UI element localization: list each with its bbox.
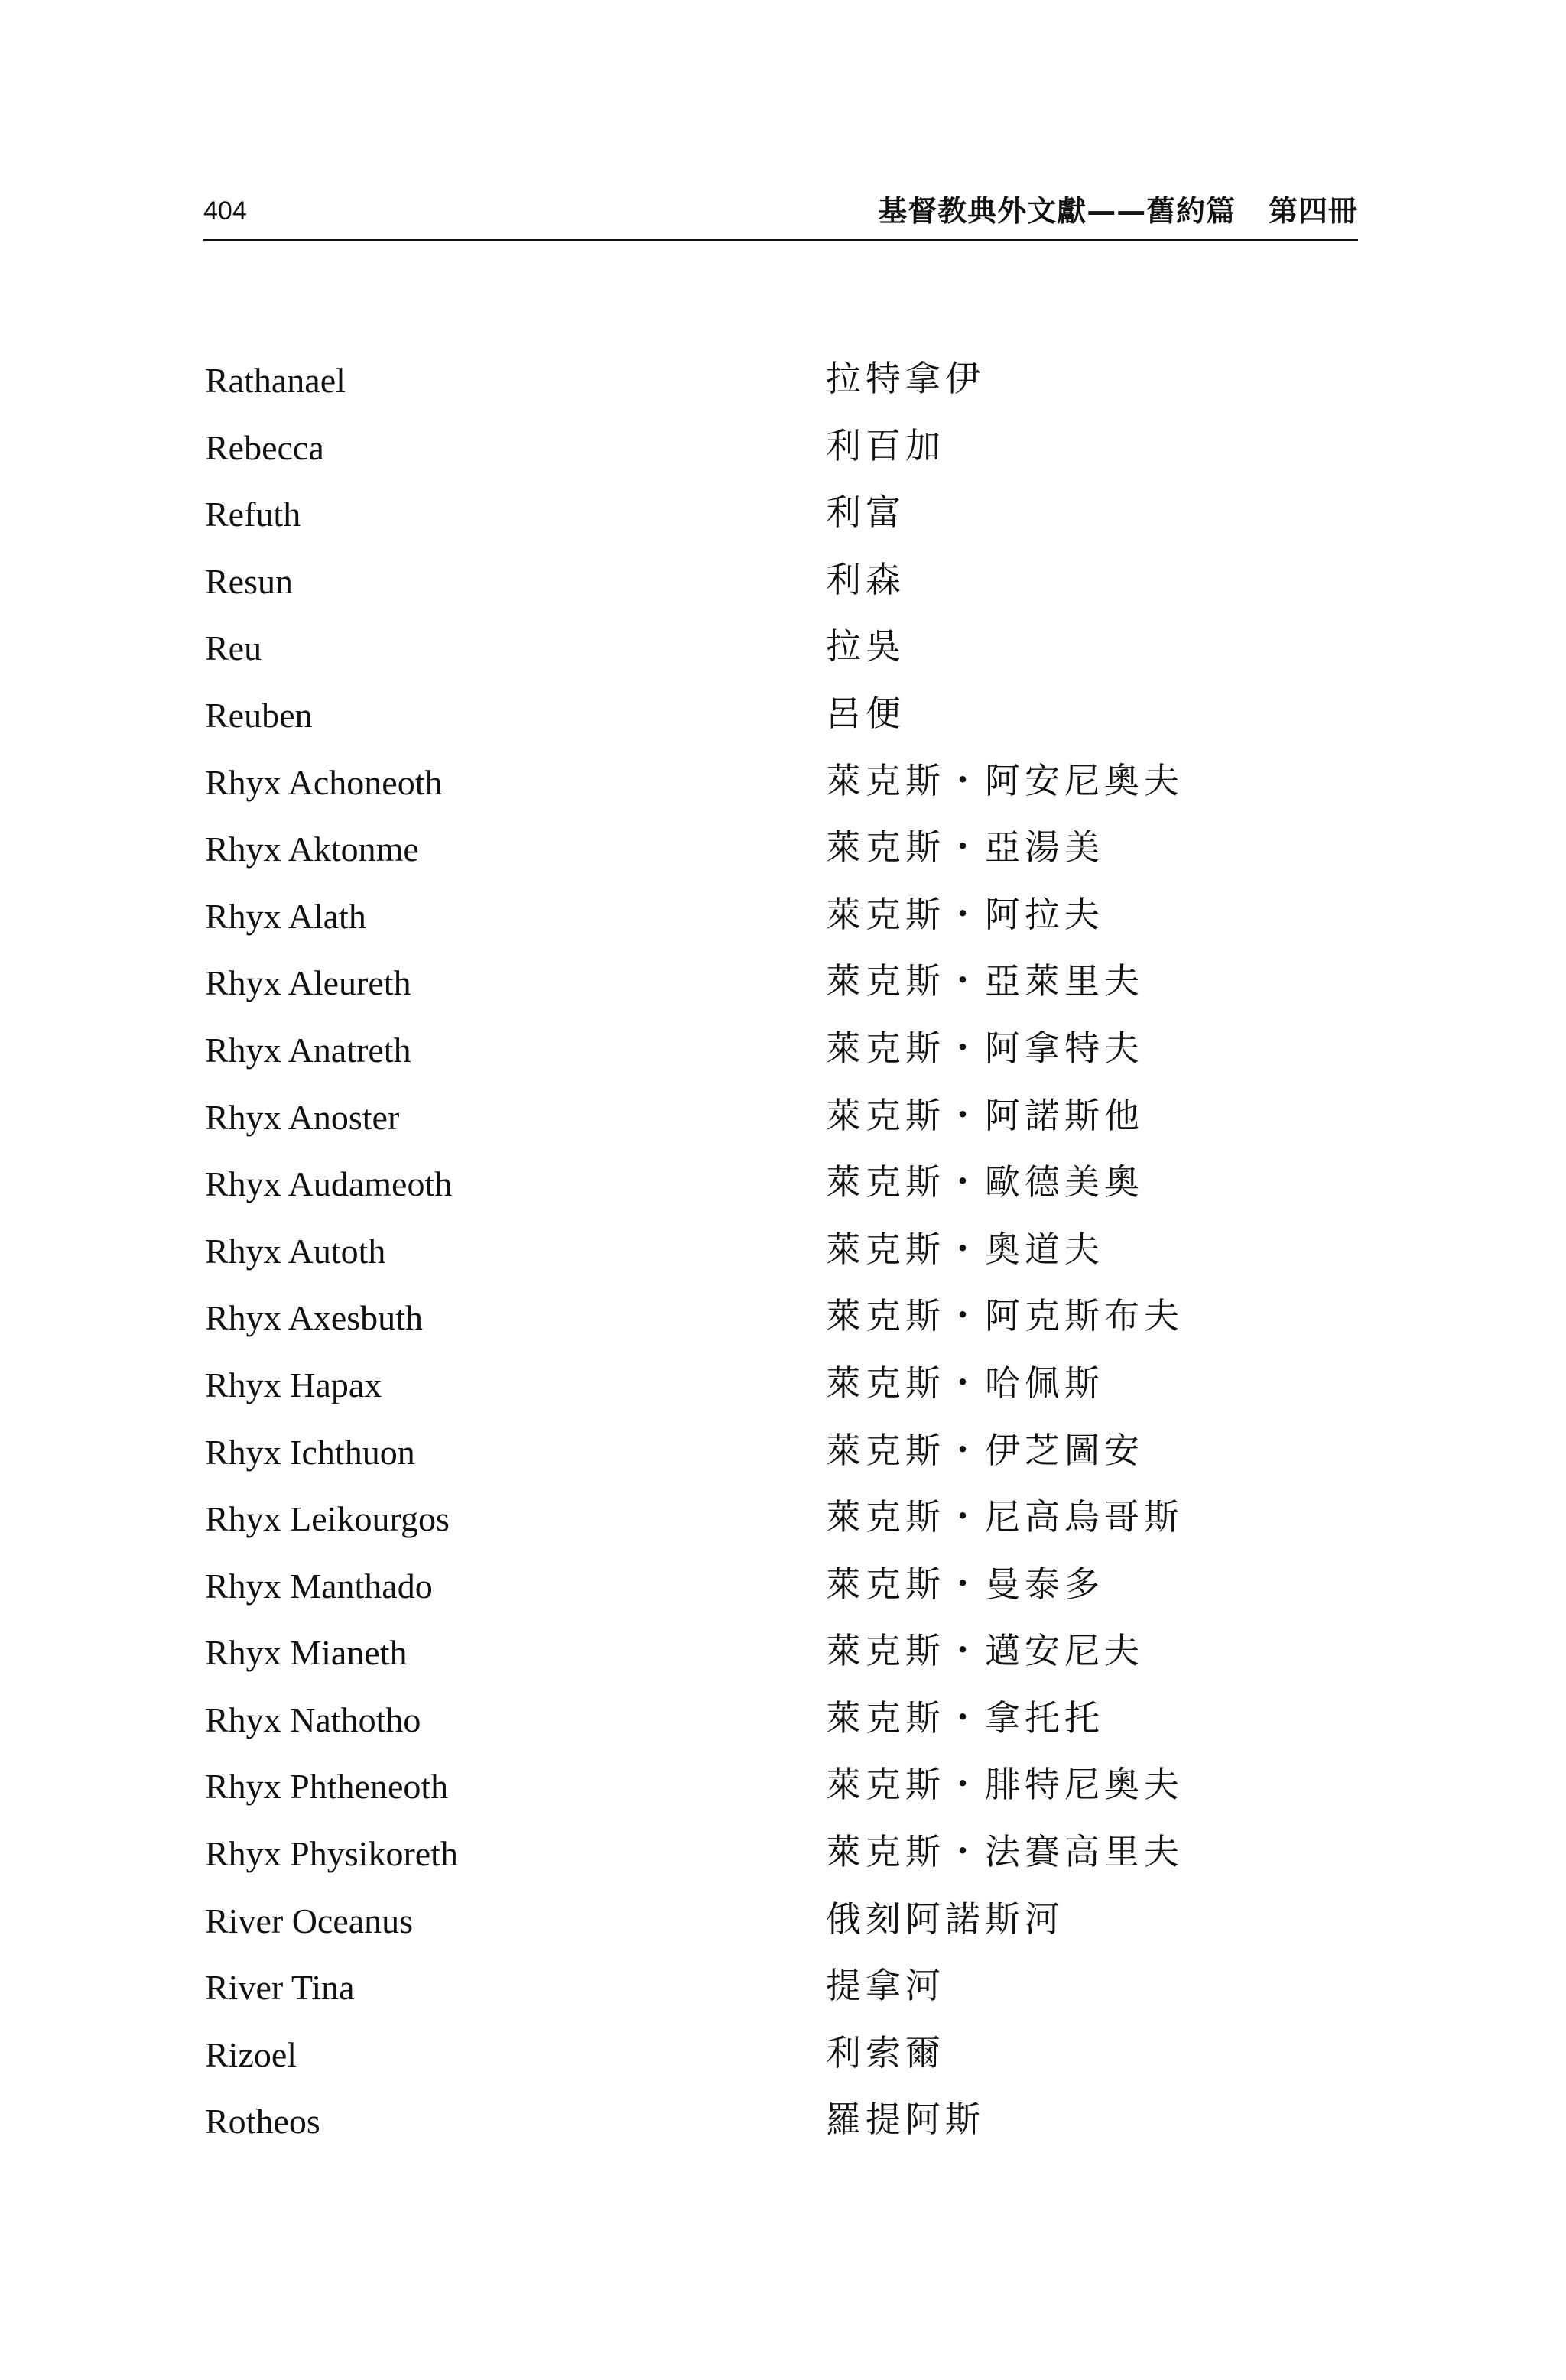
- entry-chinese-name: 萊克斯・尼高烏哥斯: [826, 1496, 1184, 1538]
- glossary-list: [205, 359, 1360, 2167]
- glossary-entry: [205, 2100, 1360, 2167]
- entry-english-name: Reuben: [205, 695, 313, 735]
- entry-chinese-name: 萊克斯・拿托托: [826, 1697, 1104, 1739]
- entry-english-name: Rhyx Ichthuon: [205, 1432, 415, 1472]
- entry-chinese-name: 萊克斯・亞湯美: [826, 826, 1104, 869]
- entry-english-name: Rhyx Axesbuth: [205, 1298, 423, 1338]
- entry-english-name: Rhyx Anoster: [205, 1097, 400, 1137]
- glossary-entry: [205, 1163, 1360, 1230]
- glossary-entry: [205, 1029, 1360, 1096]
- entry-english-name: Rathanael: [205, 361, 346, 400]
- entry-english-name: Rhyx Manthado: [205, 1566, 433, 1606]
- entry-english-name: Rhyx Mianeth: [205, 1633, 408, 1673]
- glossary-entry: [205, 694, 1360, 761]
- glossary-entry: [205, 761, 1360, 829]
- entry-chinese-name: 萊克斯・亞萊里夫: [826, 960, 1144, 1002]
- entry-chinese-name: 拉特拿伊: [826, 358, 985, 399]
- glossary-entry: [205, 1966, 1360, 2034]
- entry-english-name: Rhyx Aktonme: [205, 830, 419, 869]
- glossary-entry: [205, 1096, 1360, 1164]
- glossary-entry: [205, 1230, 1360, 1297]
- entry-english-name: Rhyx Phtheneoth: [205, 1767, 449, 1807]
- entry-english-name: Reu: [205, 628, 262, 668]
- glossary-entry: [205, 627, 1360, 694]
- entry-chinese-name: 提拿河: [826, 1965, 945, 2007]
- entry-english-name: River Tina: [205, 1968, 355, 2008]
- glossary-entry: [205, 895, 1360, 963]
- entry-chinese-name: 呂便: [826, 692, 905, 734]
- page-number: 404: [203, 196, 247, 226]
- entry-chinese-name: 萊克斯・腓特尼奧夫: [826, 1764, 1184, 1806]
- entry-chinese-name: 俄刻阿諾斯河: [826, 1898, 1064, 1940]
- entry-chinese-name: 萊克斯・阿拿特夫: [826, 1027, 1144, 1069]
- glossary-entry: [205, 828, 1360, 895]
- entry-english-name: Rhyx Nathotho: [205, 1700, 421, 1739]
- entry-english-name: River Oceanus: [205, 1901, 414, 1940]
- entry-chinese-name: 萊克斯・哈佩斯: [826, 1362, 1104, 1404]
- glossary-entry: [205, 359, 1360, 427]
- entry-english-name: Resun: [205, 561, 293, 601]
- entry-english-name: Rizoel: [205, 2034, 297, 2074]
- entry-chinese-name: 利富: [826, 492, 905, 534]
- glossary-entry: [205, 1364, 1360, 1431]
- entry-english-name: Rhyx Alath: [205, 896, 366, 936]
- entry-chinese-name: 利森: [826, 558, 905, 600]
- entry-chinese-name: 萊克斯・奧道夫: [826, 1228, 1104, 1270]
- glossary-entry: [205, 493, 1360, 560]
- entry-english-name: Rotheos: [205, 2102, 320, 2141]
- entry-english-name: Rhyx Anatreth: [205, 1030, 411, 1070]
- glossary-entry: [205, 1565, 1360, 1632]
- entry-english-name: Rhyx Audameoth: [205, 1164, 453, 1204]
- glossary-entry: [205, 1900, 1360, 1967]
- entry-english-name: Rhyx Achoneoth: [205, 762, 443, 802]
- glossary-entry: [205, 424, 1360, 494]
- entry-english-name: Rebecca: [205, 427, 324, 467]
- glossary-entry: [205, 2031, 1360, 2101]
- entry-chinese-name: 萊克斯・曼泰多: [826, 1563, 1104, 1605]
- entry-chinese-name: 萊克斯・阿拉夫: [826, 893, 1104, 935]
- entry-chinese-name: 羅提阿斯: [826, 2099, 985, 2141]
- entry-chinese-name: 拉吳: [826, 625, 905, 667]
- entry-chinese-name: 萊克斯・法賽高里夫: [826, 1831, 1184, 1873]
- entry-chinese-name: 萊克斯・阿安尼奧夫: [826, 759, 1184, 801]
- glossary-entry: [205, 1297, 1360, 1364]
- entry-english-name: Rhyx Leikourgos: [205, 1499, 450, 1539]
- entry-english-name: Rhyx Autoth: [205, 1231, 386, 1271]
- entry-english-name: Rhyx Hapax: [205, 1365, 382, 1404]
- glossary-entry: [205, 1431, 1360, 1498]
- entry-chinese-name: 利百加: [826, 424, 945, 466]
- glossary-entry: [205, 1833, 1360, 1900]
- entry-english-name: Rhyx Physikoreth: [205, 1834, 458, 1874]
- entry-chinese-name: 利索爾: [826, 2031, 945, 2073]
- glossary-entry: [205, 1632, 1360, 1699]
- entry-chinese-name: 萊克斯・歐德美奧: [826, 1161, 1144, 1203]
- page-header: [203, 193, 1358, 241]
- glossary-entry: [205, 962, 1360, 1029]
- glossary-entry: [205, 1699, 1360, 1766]
- glossary-entry: [205, 560, 1360, 628]
- entry-chinese-name: 萊克斯・邁安尼夫: [826, 1630, 1144, 1672]
- entry-chinese-name: 萊克斯・阿克斯布夫: [826, 1295, 1184, 1337]
- entry-english-name: Refuth: [205, 495, 301, 534]
- glossary-entry: [205, 1765, 1360, 1833]
- entry-chinese-name: 萊克斯・阿諾斯他: [826, 1094, 1144, 1136]
- running-title: 基督教典外文獻——舊約篇 第四冊: [878, 194, 1358, 228]
- entry-english-name: Rhyx Aleureth: [205, 963, 411, 1003]
- entry-chinese-name: 萊克斯・伊芝圖安: [826, 1429, 1144, 1471]
- glossary-entry: [205, 1498, 1360, 1565]
